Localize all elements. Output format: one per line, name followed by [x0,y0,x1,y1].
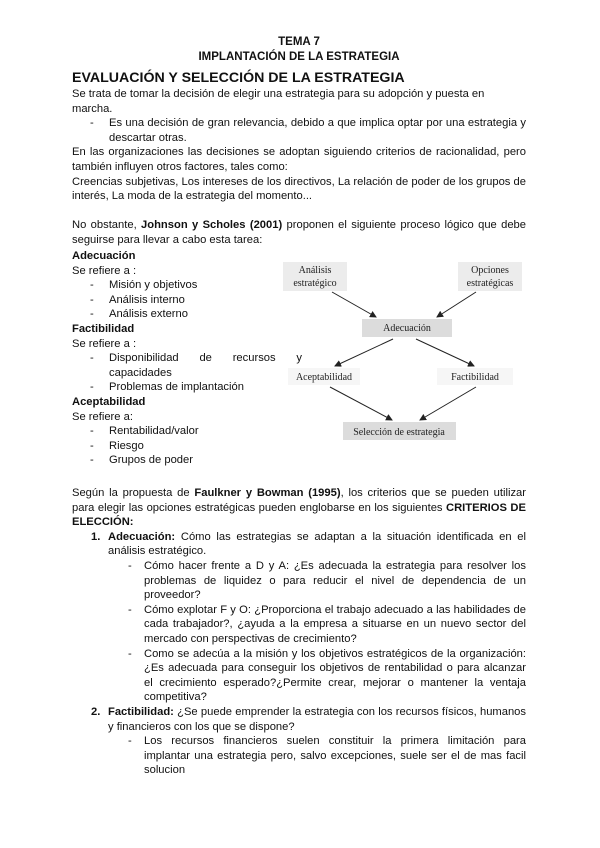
list-item [72,530,526,559]
arrow [330,387,392,420]
text: proponen el siguiente proceso lógico que debe seguirse para llevar a cabo esta tarea: [72,219,527,246]
tema-number: TEMA 7 [278,36,320,48]
text: Según la propuesta de [72,487,195,499]
criterion-intro: Se refiere a : [72,264,137,277]
criterion-item: - Grupos de poder [72,453,302,468]
arrow [332,292,376,317]
analisis-label: estratégico [293,278,337,289]
criterion-item: - Misión y objetivos [72,278,302,293]
tema-subtitle: IMPLANTACIÓN DE LA ESTRATEGIA [198,50,400,63]
criterion-item: - Análisis interno [72,293,302,308]
criterion-item: - Rentabilidad/valor [72,424,302,439]
section-heading: EVALUACIÓN Y SELECCIÓN DE LA ESTRATEGIA [72,70,405,86]
text: ¿Se puede emprender la estrategia con los recursos físicos, humanos y financieros con los que se dispone? [108,705,526,733]
opciones-label: Opciones [471,265,509,276]
citation: Faulkner y Bowman (1995) [194,487,341,499]
aceptabilidad-label: Aceptabilidad [295,372,353,383]
sub-item: - Cómo explotar F y O: ¿Proporciona el trabajo adecuado a las habilidades de cada trabajador?, ¿ayuda a la empresa a situarse en un nuevo sector del mercado con perspectivas de crecimiento? [72,603,526,647]
citation: Johnson y Scholes (2001) [141,219,283,232]
text: , los criterios que se pueden utilizar para elegir las opciones estratégicas pueden englobarse en los siguientes [72,487,526,514]
list-number: 1. [91,530,101,543]
list-title: Factibilidad: [108,705,174,718]
criterion-title: Aceptabilidad [72,395,146,408]
criterion-intro: Se refiere a : [72,337,137,350]
criterion-item: - Problemas de implantación [72,380,302,395]
criterion-item: - Análisis externo [72,307,302,322]
list-item [72,705,526,734]
criterion-intro: Se refiere a: [72,410,133,423]
text: Cómo las estrategias se adaptan a la situación identificada en el análisis estratégico. [108,530,526,558]
factibilidad-label: Factibilidad [451,372,499,383]
arrow [416,339,474,366]
criterios-heading: CRITERIOS DE ELECCIÓN: [72,501,526,529]
intro-paragraph: En las organizaciones las decisiones se adoptan siguiendo criterios de racionalidad, pero también influyen otros factores, tales como: [72,146,526,173]
seleccion-label: Selección de estrategia [353,427,445,438]
list-number: 2. [91,705,101,718]
intro-paragraph: Se trata de tomar la decisión de elegir una estrategia para su adopción y puesta en marcha. [72,88,485,115]
arrow [420,387,476,420]
sub-item: - Cómo hacer frente a D y A: ¿Es adecuada la estrategia para resolver los problemas de liquidez o para reducir el nivel de dependencia de un proveedor? [72,559,526,603]
criterion-item: - Disponibilidad de recursos y capacidades [72,351,302,380]
sub-item: - Los recursos financieros suelen constituir la primera limitación para implantar una estrategia pero, salvo excepciones, suele ser el de mas facil solucion [72,734,526,778]
opciones-label: estratégicas [466,278,514,289]
text: No obstante, [72,219,142,232]
list-title: Adecuación: [108,530,176,543]
criterion-title: Adecuación [72,250,136,262]
intro-paragraph: Creencias subjetivas, Los intereses de los directivos, La relación de poder de los grupos de interés, La moda de la estrategia del momento... [72,175,526,203]
adecuacion-label: Adecuación [383,323,431,334]
sub-item: - Como se adecúa a la misión y los objetivos estratégicos de la organización: ¿Es adecuada para conseguir los objetivos de rentabilidad o para alcanzar el crecimiento esperado?¿Permite crear, mejorar o mantener la ventaja competitiva? [72,647,526,705]
arrow [335,339,393,366]
analisis-label: Análisis [298,265,332,276]
criterion-title: Factibilidad [72,322,135,335]
criterios-section [72,486,526,778]
arrow [437,292,476,317]
criterion-item: - Riesgo [72,439,302,454]
faulkner-paragraph [72,486,526,530]
intro-bullet: - Es una decisión de gran relevancia, debido a que implica optar por una estrategia y descartar otras. [72,116,526,145]
